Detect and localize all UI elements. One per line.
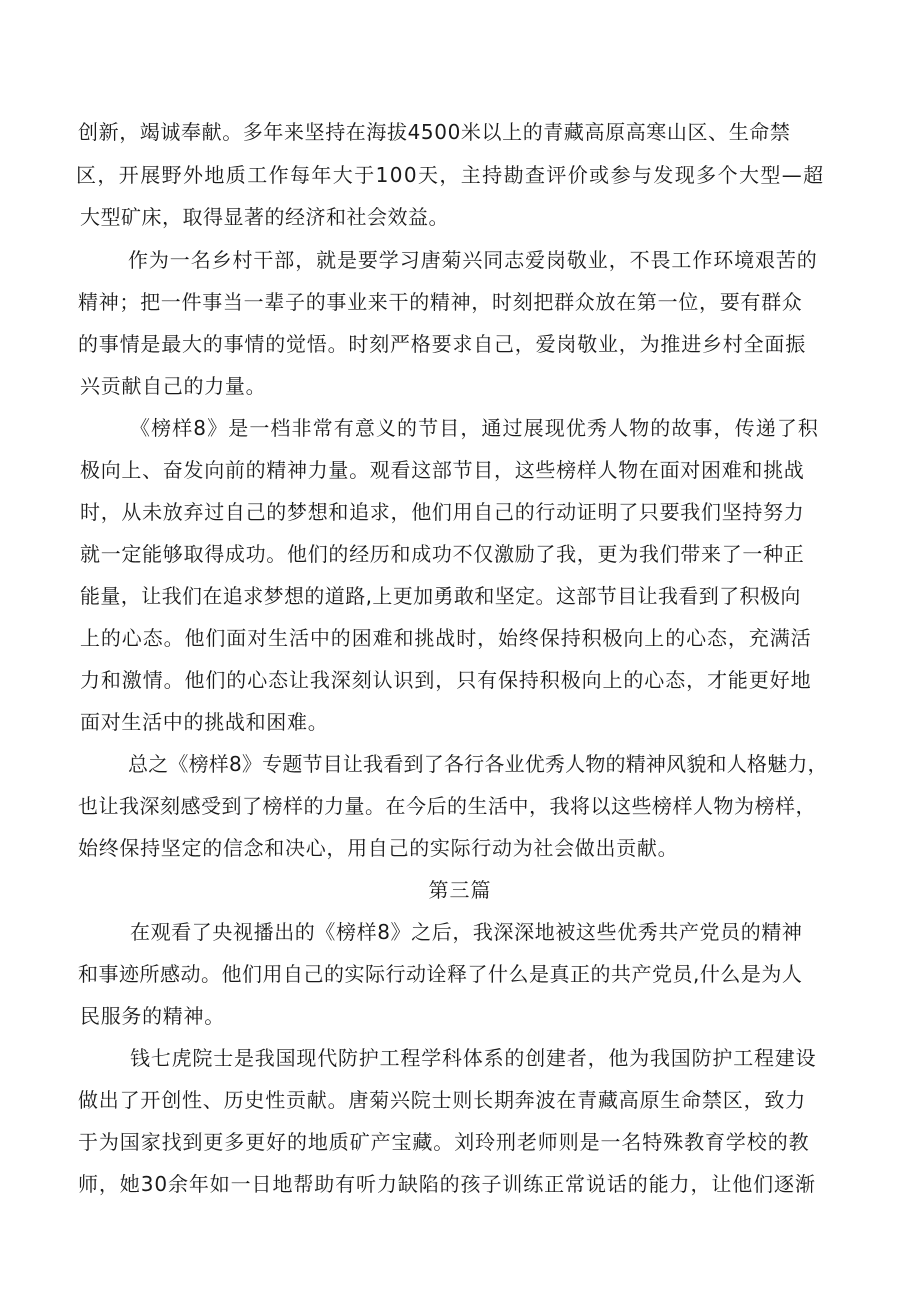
- text-line: 就一定能够取得成功。他们的经历和成功不仅激励了我，更为我们带来了一种正: [80, 542, 805, 566]
- text-line: 也让我深刻感受到了榜样的力量。在今后的生活中，我将以这些榜样人物为榜样，: [78, 794, 816, 818]
- section-heading: 第三篇: [428, 878, 492, 902]
- text-line: 面对生活中的挑战和困难。: [80, 710, 329, 734]
- text-line: 始终保持坚定的信念和决心，用自己的实际行动为社会做出贡献。: [78, 836, 679, 860]
- text-line: 作为一名乡村干部，就是要学习唐菊兴同志爱岗敬业，不畏工作环境艰苦的: [128, 248, 818, 272]
- text-line: 和事迹所感动。他们用自己的实际行动诠释了什么是真正的共产党员,什么是为人: [78, 962, 803, 986]
- text-line: 民服务的精神。: [80, 1004, 225, 1028]
- text-line: 大型矿床，取得显著的经济和社会效益。: [80, 205, 449, 229]
- text-line: 兴贡献自己的力量。: [80, 374, 267, 398]
- text-line: 创新，竭诚奉献。多年来坚持在海拔4500米以上的青藏高原高寒山区、生命禁: [78, 120, 791, 144]
- text-line: 极向上、奋发向前的精神力量。观看这部节目，这些榜样人物在面对困难和挑战: [80, 458, 805, 482]
- text-line: 力和激情。他们的心态让我深刻认识到，只有保持积极向上的心态，才能更好地: [80, 668, 812, 692]
- text-line: 的事情是最大的事情的觉悟。时刻严格要求自己，爱岗敬业，为推进乡村全面振: [78, 332, 806, 356]
- text-line: 师，她30余年如一日地帮助有听力缺陷的孩子训练正常说话的能力，让他们逐渐: [78, 1172, 816, 1196]
- text-line: 《榜样8》是一档非常有意义的节目，通过展现优秀人物的故事，传递了积: [130, 416, 820, 440]
- text-line: 区，开展野外地质工作每年大于100天，主持勘查评价或参与发现多个大型—超: [76, 163, 825, 187]
- text-line: 能量，让我们在追求梦想的道路,上更加勇敢和坚定。这部节目让我看到了积极向: [80, 584, 801, 608]
- text-line: 上的心态。他们面对生活中的困难和挑战时，始终保持积极向上的心态，充满活: [80, 626, 812, 650]
- text-line: 在观看了央视播出的《榜样8》之后，我深深地被这些优秀共产党员的精神: [130, 920, 803, 944]
- text-line: 总之《榜样8》专题节目让我看到了各行各业优秀人物的精神风貌和人格魅力，: [128, 752, 828, 776]
- text-line: 精神；把一件事当一辈子的事业来干的精神，时刻把群众放在第一位，要有群众: [78, 290, 803, 314]
- text-line: 钱七虎院士是我国现代防护工程学科体系的创建者，他为我国防护工程建设: [130, 1046, 817, 1070]
- text-line: 做出了开创性、历史性贡献。唐菊兴院士则长期奔波在青藏高原生命禁区，致力: [78, 1088, 806, 1112]
- text-line: 时，从未放弃过自己的梦想和追求，他们用自己的行动证明了只要我们坚持努力: [80, 500, 805, 524]
- text-line: 于为国家找到更多更好的地质矿产宝藏。刘玲刑老师则是一名特殊教育学校的教: [78, 1130, 810, 1154]
